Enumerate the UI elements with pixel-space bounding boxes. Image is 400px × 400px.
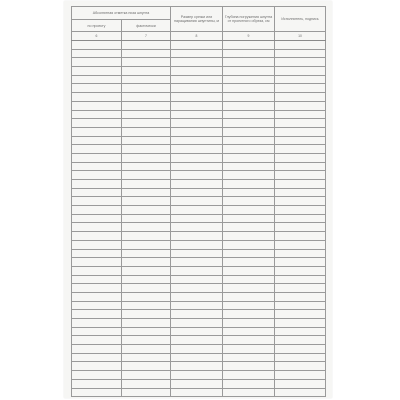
table-cell <box>171 301 223 310</box>
table-cell <box>122 292 171 301</box>
table-cell <box>223 145 275 154</box>
table-cell <box>72 310 122 319</box>
table-cell <box>72 301 122 310</box>
table-cell <box>171 327 223 336</box>
form-table <box>71 6 326 397</box>
table-cell <box>223 292 275 301</box>
table-cell <box>72 214 122 223</box>
table-cell <box>223 206 275 215</box>
table-row <box>72 362 326 371</box>
table-cell <box>275 388 326 397</box>
table-row <box>72 162 326 171</box>
table-cell <box>72 371 122 380</box>
table-cell <box>223 93 275 102</box>
table-cell <box>223 371 275 380</box>
table-cell <box>72 119 122 128</box>
table-cell <box>223 362 275 371</box>
table-cell <box>122 153 171 162</box>
table-cell <box>171 249 223 258</box>
table-cell <box>72 75 122 84</box>
table-cell <box>122 379 171 388</box>
table-cell <box>223 310 275 319</box>
table-cell <box>72 232 122 241</box>
table-cell <box>72 362 122 371</box>
table-row <box>72 197 326 206</box>
table-cell <box>171 362 223 371</box>
table-row <box>72 379 326 388</box>
table-cell <box>72 284 122 293</box>
table-cell <box>171 49 223 58</box>
table-row <box>72 214 326 223</box>
table-cell <box>171 110 223 119</box>
table-cell <box>275 249 326 258</box>
table-cell <box>275 240 326 249</box>
table-cell <box>122 284 171 293</box>
table-cell <box>275 153 326 162</box>
table-row <box>72 327 326 336</box>
table-cell <box>171 197 223 206</box>
table-cell <box>223 353 275 362</box>
column-number: 7 <box>122 32 171 41</box>
header-immersion-depth: Глубина погружения шпунта от проектного обреза, см <box>223 7 275 32</box>
table-cell <box>171 266 223 275</box>
table-row <box>72 67 326 76</box>
table-cell <box>122 49 171 58</box>
table-cell <box>122 353 171 362</box>
table-cell <box>122 84 171 93</box>
table-cell <box>223 84 275 93</box>
table-row <box>72 284 326 293</box>
table-cell <box>122 301 171 310</box>
table-cell <box>171 310 223 319</box>
table-cell <box>275 171 326 180</box>
table-row <box>72 171 326 180</box>
table-cell <box>122 188 171 197</box>
table-cell <box>275 319 326 328</box>
table-cell <box>223 153 275 162</box>
table-cell <box>223 214 275 223</box>
table-cell <box>122 223 171 232</box>
table-cell <box>171 101 223 110</box>
table-cell <box>122 110 171 119</box>
table-cell <box>72 353 122 362</box>
table-cell <box>72 101 122 110</box>
table-row <box>72 101 326 110</box>
table-cell <box>122 197 171 206</box>
table-cell <box>275 353 326 362</box>
table-cell <box>122 127 171 136</box>
table-cell <box>223 379 275 388</box>
table-cell <box>72 336 122 345</box>
table-row <box>72 240 326 249</box>
table-cell <box>72 292 122 301</box>
table-cell <box>275 327 326 336</box>
table-cell <box>275 214 326 223</box>
table-cell <box>72 258 122 267</box>
table-cell <box>275 67 326 76</box>
table-cell <box>122 249 171 258</box>
table-cell <box>122 336 171 345</box>
table-cell <box>72 345 122 354</box>
table-row <box>72 110 326 119</box>
table-cell <box>72 58 122 67</box>
table-row <box>72 336 326 345</box>
table-cell <box>171 153 223 162</box>
table-cell <box>171 292 223 301</box>
table-cell <box>171 275 223 284</box>
table-cell <box>72 67 122 76</box>
table-cell <box>275 223 326 232</box>
table-cell <box>275 127 326 136</box>
table-cell <box>122 75 171 84</box>
table-row <box>72 266 326 275</box>
table-cell <box>275 162 326 171</box>
table-cell <box>275 379 326 388</box>
table-cell <box>223 266 275 275</box>
table-row <box>72 292 326 301</box>
table-row <box>72 58 326 67</box>
table-cell <box>223 58 275 67</box>
table-cell <box>72 266 122 275</box>
table-row <box>72 275 326 284</box>
table-row <box>72 127 326 136</box>
table-cell <box>171 388 223 397</box>
table-cell <box>223 319 275 328</box>
table-cell <box>72 136 122 145</box>
table-cell <box>72 327 122 336</box>
table-cell <box>275 93 326 102</box>
table-row <box>72 188 326 197</box>
table-cell <box>223 197 275 206</box>
table-cell <box>275 362 326 371</box>
table-cell <box>223 188 275 197</box>
table-cell <box>171 67 223 76</box>
table-cell <box>223 119 275 128</box>
table-cell <box>275 371 326 380</box>
table-cell <box>122 180 171 189</box>
table-cell <box>122 345 171 354</box>
table-cell <box>171 240 223 249</box>
table-cell <box>72 153 122 162</box>
table-cell <box>275 49 326 58</box>
table-cell <box>223 171 275 180</box>
table-row <box>72 49 326 58</box>
table-cell <box>122 67 171 76</box>
table-row <box>72 84 326 93</box>
column-number: 9 <box>223 32 275 41</box>
table-row <box>72 41 326 50</box>
table-cell <box>122 162 171 171</box>
table-cell <box>223 136 275 145</box>
table-cell <box>275 119 326 128</box>
table-cell <box>122 93 171 102</box>
table-cell <box>122 206 171 215</box>
table-cell <box>171 93 223 102</box>
table-row <box>72 319 326 328</box>
table-cell <box>72 145 122 154</box>
table-cell <box>275 58 326 67</box>
table-cell <box>72 223 122 232</box>
table-cell <box>171 41 223 50</box>
table-row <box>72 301 326 310</box>
table-cell <box>72 41 122 50</box>
table-cell <box>122 275 171 284</box>
table-cell <box>171 136 223 145</box>
table-cell <box>223 345 275 354</box>
table-cell <box>122 258 171 267</box>
table-cell <box>122 171 171 180</box>
table-cell <box>275 310 326 319</box>
table-row <box>72 258 326 267</box>
table-cell <box>72 249 122 258</box>
column-number: 8 <box>171 32 223 41</box>
table-cell <box>223 232 275 241</box>
table-cell <box>171 353 223 362</box>
table-row <box>72 93 326 102</box>
table-row <box>72 223 326 232</box>
table-row <box>72 180 326 189</box>
table-cell <box>72 110 122 119</box>
table-cell <box>223 223 275 232</box>
table-cell <box>122 41 171 50</box>
table-cell <box>122 119 171 128</box>
table-cell <box>275 275 326 284</box>
table-cell <box>72 49 122 58</box>
table-row <box>72 153 326 162</box>
column-number: 6 <box>72 32 122 41</box>
table-cell <box>72 188 122 197</box>
table-cell <box>122 266 171 275</box>
table-cell <box>171 214 223 223</box>
table-cell <box>72 197 122 206</box>
table-cell <box>72 319 122 328</box>
table-cell <box>122 371 171 380</box>
table-cell <box>223 301 275 310</box>
table-cell <box>223 67 275 76</box>
column-number-row <box>72 32 326 41</box>
table-cell <box>275 101 326 110</box>
table-cell <box>223 327 275 336</box>
table-cell <box>171 84 223 93</box>
table-cell <box>223 75 275 84</box>
table-cell <box>223 249 275 258</box>
table-cell <box>223 275 275 284</box>
table-cell <box>171 75 223 84</box>
table-cell <box>275 84 326 93</box>
table-row <box>72 353 326 362</box>
column-number: 10 <box>275 32 326 41</box>
table-cell <box>275 336 326 345</box>
table-cell <box>171 180 223 189</box>
table-cell <box>275 345 326 354</box>
table-row <box>72 232 326 241</box>
table-row <box>72 249 326 258</box>
table-cell <box>171 145 223 154</box>
table-cell <box>223 41 275 50</box>
table-cell <box>275 292 326 301</box>
table-body <box>72 41 326 397</box>
table-row <box>72 388 326 397</box>
table-cell <box>223 284 275 293</box>
table-cell <box>122 58 171 67</box>
table-cell <box>275 284 326 293</box>
table-cell <box>275 301 326 310</box>
table-row <box>72 371 326 380</box>
table-cell <box>122 136 171 145</box>
table-cell <box>72 93 122 102</box>
table-cell <box>171 223 223 232</box>
table-cell <box>171 171 223 180</box>
table-row <box>72 136 326 145</box>
table-cell <box>171 188 223 197</box>
table-cell <box>122 388 171 397</box>
table-row <box>72 119 326 128</box>
header-by-project: по проекту <box>72 20 122 32</box>
table-cell <box>72 240 122 249</box>
table-cell <box>275 258 326 267</box>
table-cell <box>72 127 122 136</box>
table-cell <box>72 171 122 180</box>
table-cell <box>171 258 223 267</box>
table-cell <box>275 41 326 50</box>
header-group-absolute-mark: Абсолютная отметка низа шпунта <box>72 7 171 20</box>
table-cell <box>122 310 171 319</box>
table-cell <box>72 379 122 388</box>
table-cell <box>275 110 326 119</box>
table-cell <box>122 362 171 371</box>
table-row <box>72 75 326 84</box>
table-cell <box>171 345 223 354</box>
table-cell <box>223 258 275 267</box>
table-cell <box>171 127 223 136</box>
table-cell <box>122 101 171 110</box>
table-cell <box>223 110 275 119</box>
table-row <box>72 145 326 154</box>
table-cell <box>275 232 326 241</box>
table-cell <box>275 145 326 154</box>
table-cell <box>223 101 275 110</box>
table-cell <box>122 327 171 336</box>
table-cell <box>72 275 122 284</box>
table-cell <box>275 136 326 145</box>
table-cell <box>171 319 223 328</box>
table-cell <box>122 145 171 154</box>
table-cell <box>223 388 275 397</box>
table-cell <box>171 379 223 388</box>
table-cell <box>275 180 326 189</box>
table-header <box>72 7 326 41</box>
table-cell <box>275 75 326 84</box>
table-cell <box>72 162 122 171</box>
table-cell <box>275 206 326 215</box>
table-cell <box>223 240 275 249</box>
table-cell <box>223 180 275 189</box>
table-cell <box>122 232 171 241</box>
header-executor-signature: Исполнитель, подпись <box>275 7 326 32</box>
table-cell <box>223 127 275 136</box>
table-cell <box>275 266 326 275</box>
table-cell <box>171 58 223 67</box>
table-cell <box>72 84 122 93</box>
header-actual: фактически <box>122 20 171 32</box>
table-row <box>72 310 326 319</box>
table-cell <box>171 119 223 128</box>
table-cell <box>122 240 171 249</box>
table-cell <box>223 336 275 345</box>
table-cell <box>171 162 223 171</box>
table-cell <box>72 180 122 189</box>
table-cell <box>72 388 122 397</box>
table-cell <box>223 49 275 58</box>
table-row <box>72 345 326 354</box>
table-cell <box>122 319 171 328</box>
table-cell <box>171 206 223 215</box>
table-cell <box>171 232 223 241</box>
table-cell <box>171 371 223 380</box>
table-cell <box>275 197 326 206</box>
table-cell <box>223 162 275 171</box>
table-cell <box>171 336 223 345</box>
table-cell <box>72 206 122 215</box>
table-cell <box>171 284 223 293</box>
table-cell <box>122 214 171 223</box>
table-row <box>72 206 326 215</box>
table-cell <box>275 188 326 197</box>
header-cut-size: Размер срезки или наращивания шпунтины, м <box>171 7 223 32</box>
